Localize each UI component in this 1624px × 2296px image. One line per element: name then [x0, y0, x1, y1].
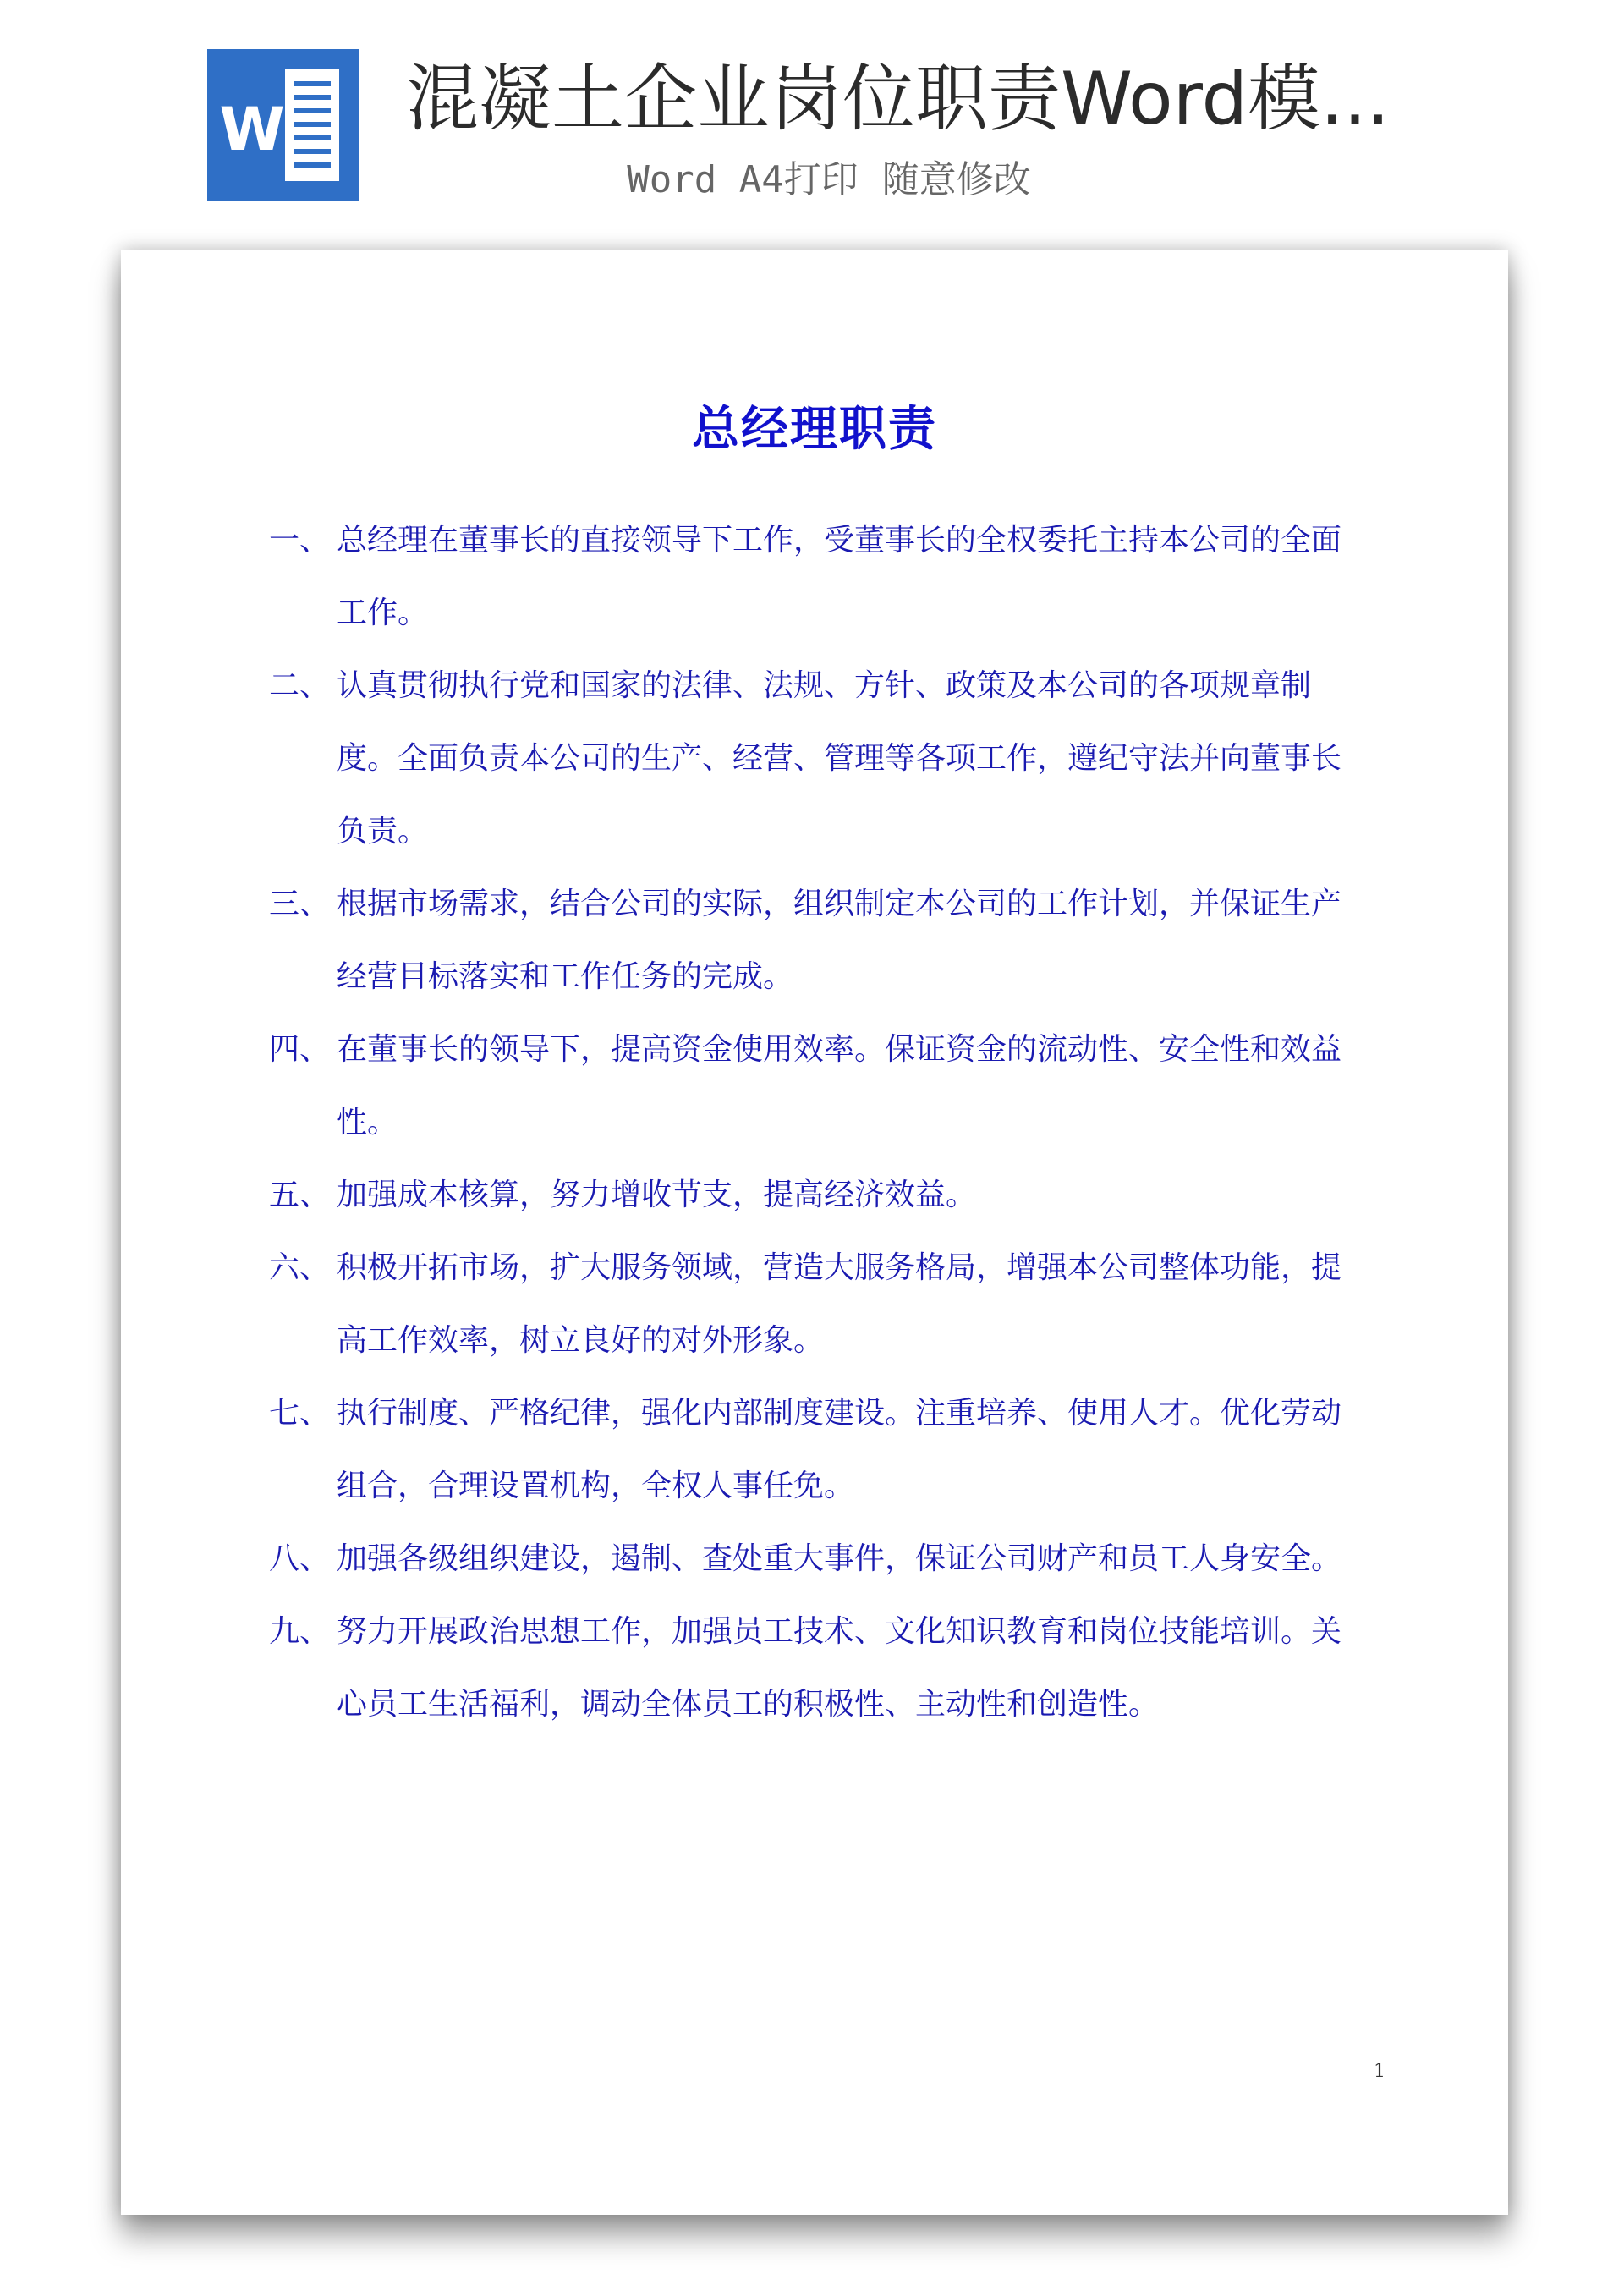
duties-list [269, 504, 1369, 1741]
duty-text: 总经理在董事长的直接领导下工作，受董事长的全权委托主持本公司的全面工作。 [337, 523, 1342, 630]
duty-text: 认真贯彻执行党和国家的法律、法规、方针、政策及本公司的各项规章制度。全面负责本公司的生产、经营、管理等各项工作，遵纪守法并向董事长负责。 [337, 668, 1342, 849]
file-subtitle [406, 151, 1252, 210]
document-page [121, 250, 1508, 2215]
duty-number: 七、 [269, 1396, 331, 1431]
duty-text: 执行制度、严格纪律，强化内部制度建设。注重培养、使用人才。优化劳动组合，合理设置机构，全权人事任免。 [337, 1396, 1342, 1503]
duty-item-4 [269, 1013, 1369, 1159]
duty-text: 努力开展政治思想工作，加强员工技术、文化知识教育和岗位技能培训。关心员工生活福利，调动全体员工的积极性、主动性和创造性。 [337, 1614, 1342, 1722]
page-number: 1 [1374, 2061, 1385, 2082]
word-logo-letter: W [219, 95, 285, 164]
duty-number: 六、 [269, 1250, 331, 1285]
word-app-icon [207, 49, 359, 201]
duty-text: 加强成本核算，努力增收节支，提高经济效益。 [337, 1178, 977, 1212]
document-title: 总经理职责 [692, 402, 937, 457]
document-sheet-graphic [285, 69, 339, 181]
duty-number: 九、 [269, 1614, 331, 1649]
duty-text: 加强各级组织建设，遏制、查处重大事件，保证公司财产和员工人身安全。 [337, 1541, 1342, 1576]
duty-item-9 [269, 1596, 1369, 1741]
duty-item-3 [269, 868, 1369, 1013]
file-title: 混凝土企业岗位职责Word模... [406, 57, 1391, 141]
subtitle-editable: 随意修改 [881, 158, 1031, 201]
duty-number: 三、 [269, 887, 331, 921]
duty-item-6 [269, 1232, 1369, 1377]
duty-text: 根据市场需求，结合公司的实际，组织制定本公司的工作计划，并保证生产经营目标落实和工作任务的完成。 [337, 887, 1342, 994]
subtitle-format: Word A4打印 [627, 158, 859, 201]
duty-text: 积极开拓市场，扩大服务领域，营造大服务格局，增强本公司整体功能，提高工作效率，树立良好的对外形象。 [337, 1250, 1342, 1358]
duty-item-8 [269, 1523, 1369, 1596]
duty-number: 五、 [269, 1178, 331, 1212]
duty-number: 四、 [269, 1032, 331, 1067]
duty-item-1 [269, 504, 1369, 650]
duty-item-2 [269, 650, 1369, 868]
duty-number: 二、 [269, 668, 331, 703]
duty-text: 在董事长的领导下，提高资金使用效率。保证资金的流动性、安全性和效益性。 [337, 1032, 1342, 1140]
duty-item-7 [269, 1377, 1369, 1523]
duty-item-5 [269, 1159, 1369, 1232]
duty-number: 一、 [269, 523, 331, 558]
duty-number: 八、 [269, 1541, 331, 1576]
